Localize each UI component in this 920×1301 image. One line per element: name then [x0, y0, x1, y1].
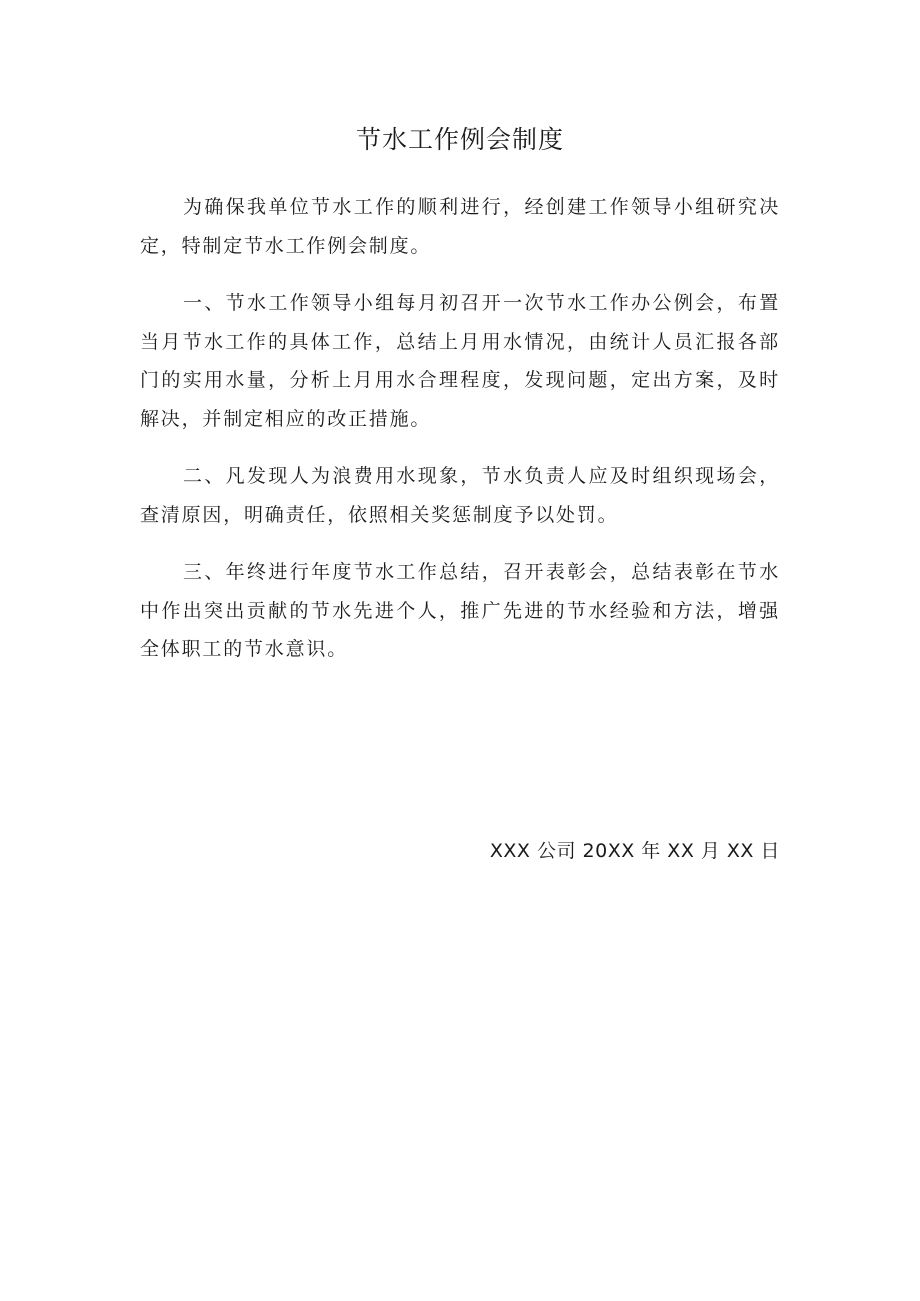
- clause-three-paragraph: 三、年终进行年度节水工作总结，召开表彰会，总结表彰在节水中作出突出贡献的节水先进个人，推广先进的节水经验和方法，增强全体职工的节水意识。: [140, 561, 780, 660]
- document-title: 节水工作例会制度: [355, 125, 564, 154]
- document-body: [140, 188, 780, 688]
- clause-two-paragraph: 二、凡发现人为浪费用水现象，节水负责人应及时组织现场会，查清原因，明确责任，依照相关奖惩制度予以处罚。: [140, 465, 780, 526]
- intro-paragraph: 为确保我单位节水工作的顺利进行，经创建工作领导小组研究决定，特制定节水工作例会制度。: [140, 196, 780, 257]
- clause-one-paragraph: 一、节水工作领导小组每月初召开一次节水工作办公例会，布置当月节水工作的具体工作，总结上月用水情况，由统计人员汇报各部门的实用水量，分析上月用水合理程度，发现问题，定出方案，及时解决，并制定相应的改正措施。: [140, 292, 780, 430]
- signature-date-line: XXX 公司 20XX 年 XX 月 XX 日: [489, 840, 780, 862]
